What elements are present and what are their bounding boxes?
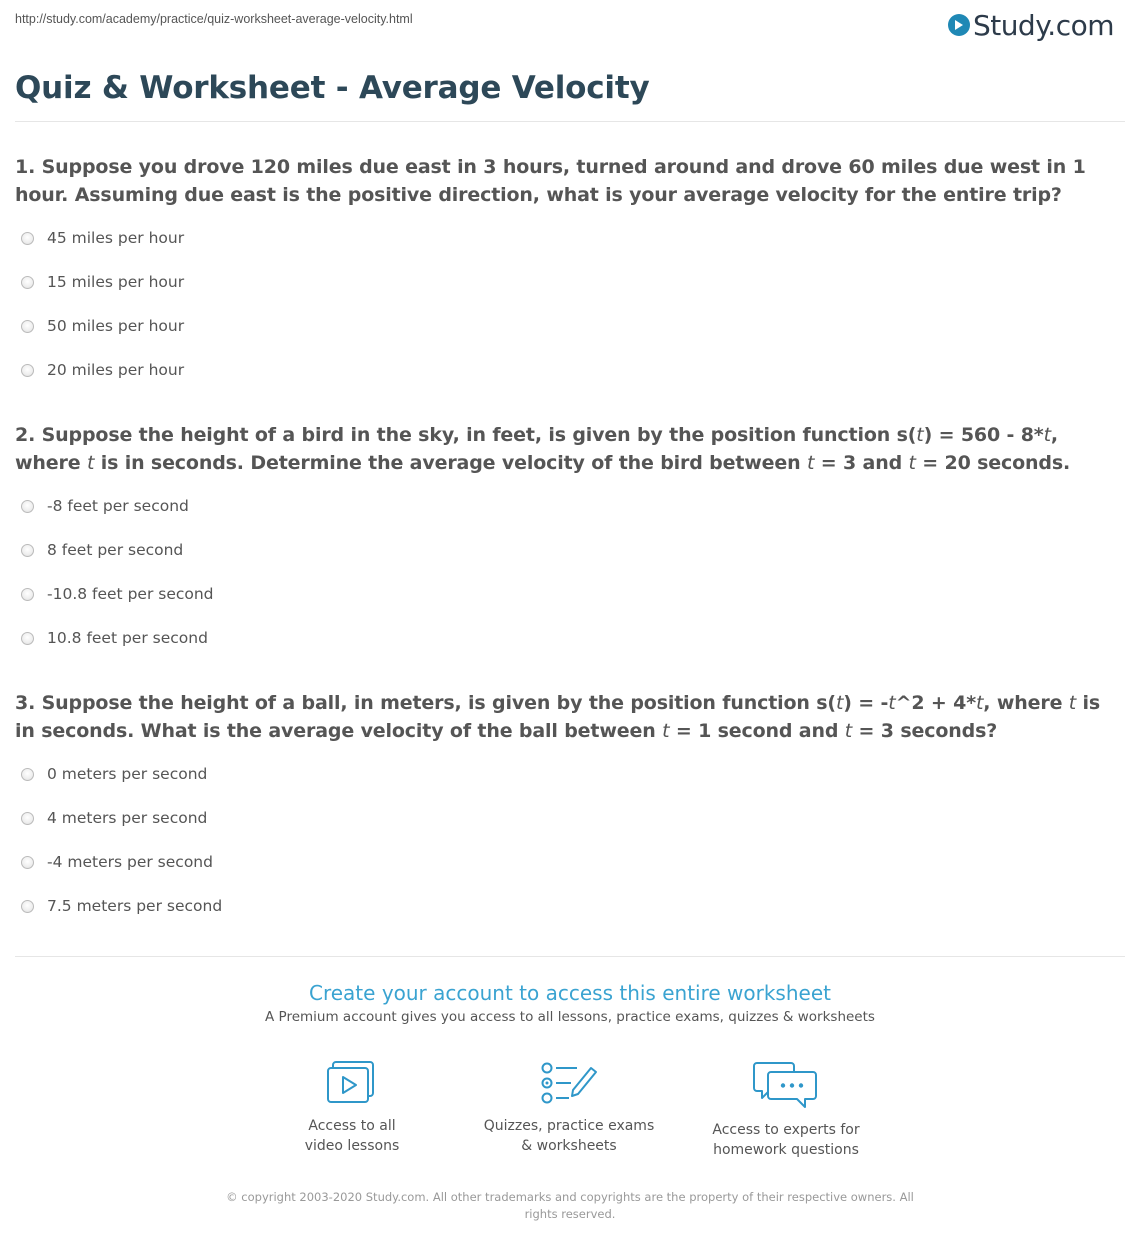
option-label: 0 meters per second [47, 765, 208, 783]
option-label: 8 feet per second [47, 541, 184, 559]
radio-button[interactable] [21, 588, 34, 601]
feature-quizzes [469, 1060, 669, 1156]
variable-t: t [86, 452, 95, 474]
question-text: is in seconds. What is the average velocity of the ball between [15, 692, 1101, 742]
feature-label: Access to all video lessons [304, 1118, 400, 1154]
question-text: = 20 seconds. [915, 452, 1071, 474]
question-text: ) = - [843, 692, 889, 714]
radio-button[interactable] [21, 232, 34, 245]
question-text: = 3 and [814, 452, 909, 474]
footer-copyright: © copyright 2003-2020 Study.com. All other trademarks and copyrights are the property of their respective owners. All rights reserved. [226, 1190, 914, 1221]
answer-option[interactable] [21, 272, 184, 292]
variable-t: t [908, 452, 916, 474]
option-label: 20 miles per hour [47, 361, 185, 379]
quiz-checklist-icon [539, 1060, 599, 1106]
study-logo[interactable] [948, 8, 1114, 42]
question-text: = 3 seconds? [852, 720, 998, 742]
answer-option[interactable] [21, 316, 184, 336]
question-number: 2. [15, 424, 36, 446]
answer-option[interactable] [21, 852, 213, 872]
feature-label: Access to experts for homework questions [712, 1122, 860, 1158]
variable-t: t [807, 452, 815, 474]
radio-button[interactable] [21, 364, 34, 377]
title-divider [15, 121, 1125, 122]
radio-button[interactable] [21, 812, 34, 825]
question-number: 3. [15, 692, 36, 714]
question-text: Suppose you drove 120 miles due east in 3 hours, turned around and drove 60 miles due west in 1 hour. Assuming due east is the positive direction, what is your average velocity for the entire trip? [15, 156, 1086, 206]
question-text: , where [15, 424, 1058, 474]
option-label: 4 meters per second [47, 809, 208, 827]
answer-option[interactable] [21, 496, 189, 516]
question-1 [15, 153, 1120, 209]
page-url: http://study.com/academy/practice/quiz-worksheet-average-velocity.html [15, 12, 413, 26]
radio-button[interactable] [21, 320, 34, 333]
question-text: Suppose the height of a ball, in meters, is given by the position function s( [41, 692, 836, 714]
question-text: Suppose the height of a bird in the sky, in feet, is given by the position function s( [41, 424, 917, 446]
question-3 [15, 689, 1120, 745]
chat-bubbles-icon [753, 1060, 819, 1110]
question-text: ) = 560 - 8* [923, 424, 1044, 446]
variable-t: t [916, 424, 924, 446]
question-2 [15, 421, 1120, 477]
variable-t: t [662, 720, 670, 742]
variable-t: t [888, 692, 896, 714]
radio-button[interactable] [21, 632, 34, 645]
radio-button[interactable] [21, 856, 34, 869]
radio-button[interactable] [21, 276, 34, 289]
answer-option[interactable] [21, 628, 208, 648]
option-label: -10.8 feet per second [47, 585, 214, 603]
question-number: 1. [15, 156, 36, 178]
section-divider [15, 956, 1125, 957]
feature-label: Quizzes, practice exams & worksheets [483, 1118, 655, 1154]
question-text: = 1 second and [669, 720, 845, 742]
create-account-link[interactable]: Create your account to access this entire worksheet [309, 981, 831, 1005]
answer-option[interactable] [21, 228, 184, 248]
radio-button[interactable] [21, 768, 34, 781]
variable-t: t [975, 692, 984, 714]
variable-t: t [844, 720, 853, 742]
answer-option[interactable] [21, 764, 207, 784]
option-label: 7.5 meters per second [47, 897, 223, 915]
answer-option[interactable] [21, 360, 184, 380]
feature-video-lessons [252, 1060, 452, 1156]
option-label: 50 miles per hour [47, 317, 185, 335]
variable-t: t [1068, 692, 1077, 714]
play-icon [948, 14, 970, 36]
answer-option[interactable] [21, 896, 222, 916]
radio-button[interactable] [21, 544, 34, 557]
logo-text: Study.com [972, 8, 1114, 42]
page-title: Quiz & Worksheet - Average Velocity [15, 70, 650, 106]
option-label: 10.8 feet per second [47, 629, 208, 647]
option-label: -8 feet per second [47, 497, 189, 515]
answer-option[interactable] [21, 540, 183, 560]
radio-button[interactable] [21, 900, 34, 913]
video-lessons-icon [325, 1060, 379, 1106]
question-text: ^2 + 4* [895, 692, 976, 714]
answer-option[interactable] [21, 808, 207, 828]
option-label: 15 miles per hour [47, 273, 185, 291]
question-text: is in seconds. Determine the average velocity of the bird between [94, 452, 807, 474]
answer-option[interactable] [21, 584, 214, 604]
cta-subtitle: A Premium account gives you access to all lessons, practice exams, quizzes & worksheets [265, 1009, 875, 1025]
variable-t: t [835, 692, 844, 714]
radio-button[interactable] [21, 500, 34, 513]
option-label: 45 miles per hour [47, 229, 185, 247]
feature-experts [686, 1060, 886, 1160]
variable-t: t [1043, 424, 1051, 446]
option-label: -4 meters per second [47, 853, 213, 871]
question-text: , where [983, 692, 1069, 714]
